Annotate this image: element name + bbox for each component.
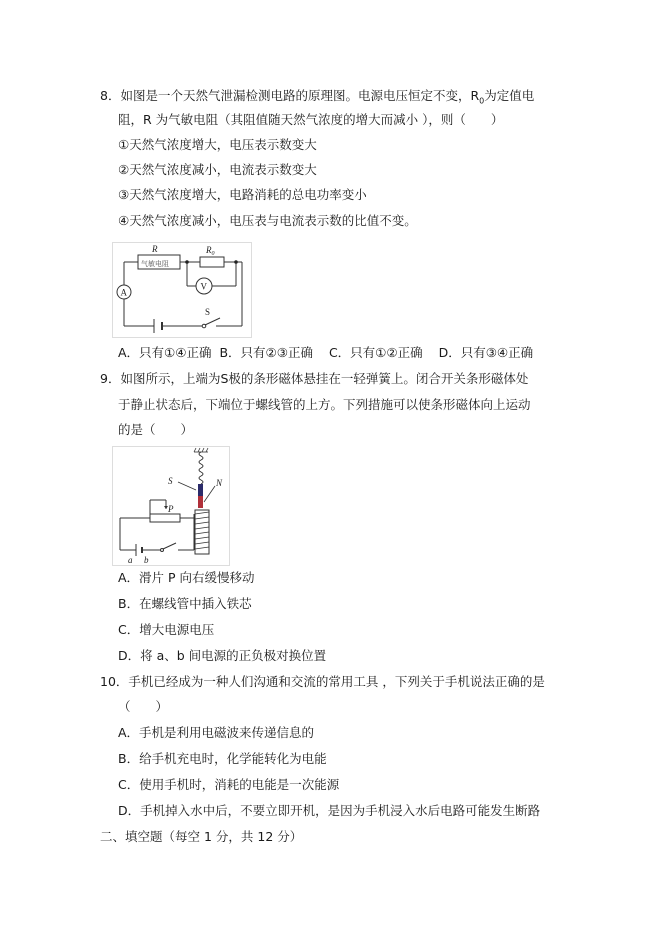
q8-stem-line2: 阻，R 为气敏电阻（其阻值随天然气浓度的增大而减小 ），则（ ） <box>118 112 504 127</box>
q8-circuit-figure <box>112 242 252 338</box>
label-r: R <box>152 244 158 254</box>
label-p: P <box>168 504 174 514</box>
q10-option-a: A．手机是利用电磁波来传递信息的 <box>118 725 315 740</box>
q9-option-b: B．在螺线管中插入铁芯 <box>118 596 252 611</box>
q9-option-c: C．增大电源电压 <box>118 622 215 637</box>
q8-options <box>118 345 537 361</box>
label-n: N <box>216 478 223 488</box>
voltmeter-label: V <box>200 281 207 292</box>
q8-option-c: C．只有①②正确 <box>328 345 423 360</box>
q10-stem-line1: 10．手机已经成为一种人们沟通和交流的常用工具 ，下列关于手机说法正确的是 <box>100 674 545 689</box>
q8-statement-3: ③天然气浓度增大，电路消耗的总电功率变小 <box>118 187 367 202</box>
q9-stem-line1: 9．如图所示，上端为S极的条形磁体悬挂在一轻弹簧上。闭合开关条形磁体处 <box>100 371 529 386</box>
label-r0: $R_0$ <box>206 245 215 257</box>
q8-option-a: A．只有①④正确 <box>118 345 212 360</box>
q9-magnet-figure <box>112 446 230 566</box>
label-s: S <box>168 476 173 486</box>
q8-statement-2: ②天然气浓度减小，电流表示数变大 <box>118 162 317 177</box>
q10-option-b: B．给手机充电时，化学能转化为电能 <box>118 751 327 766</box>
q10-option-c: C．使用手机时，消耗的电能是一次能源 <box>118 777 340 792</box>
bar-magnet-s <box>198 484 203 496</box>
q9-stem-line2: 于静止状态后，下端位于螺线管的上方。下列措施可以使条形磁体向上运动 <box>118 397 531 412</box>
q8-option-d: D．只有③④正确 <box>438 345 534 360</box>
rheostat <box>150 514 180 522</box>
q9-option-d: D．将 a、b 间电源的正负极对换位置 <box>118 648 327 663</box>
q8-option-b: B．只有②③正确 <box>219 345 313 360</box>
label-a: a <box>128 555 133 565</box>
ammeter-label: A <box>120 287 127 298</box>
r0-resistor <box>200 257 224 267</box>
q10-stem-line2: （ ） <box>118 699 169 714</box>
resistor-label: 气敏电阻 <box>141 260 169 268</box>
q8-stem-line1: 8．如图是一个天然气泄漏检测电路的原理图。电源电压恒定不变，$R_0$为定值电 <box>100 88 535 106</box>
q8-statement-4: ④天然气浓度减小，电压表与电流表示数的比值不变。 <box>118 213 417 228</box>
bar-magnet-n <box>198 496 203 508</box>
q10-option-d: D．手机掉入水中后，不要立即开机，是因为手机浸入水后电路可能发生断路 <box>118 803 541 818</box>
q8-statement-1: ①天然气浓度增大，电压表示数变大 <box>118 137 317 152</box>
q9-option-a: A．滑片 P 向右缓慢移动 <box>118 570 255 585</box>
switch-label: S <box>205 307 211 317</box>
label-b: b <box>144 555 149 565</box>
q9-stem-line3: 的是（ ） <box>118 422 194 437</box>
section-heading: 二、填空题（每空 1 分，共 12 分） <box>100 829 303 844</box>
q8-stem-subscript: 0 <box>479 96 485 106</box>
